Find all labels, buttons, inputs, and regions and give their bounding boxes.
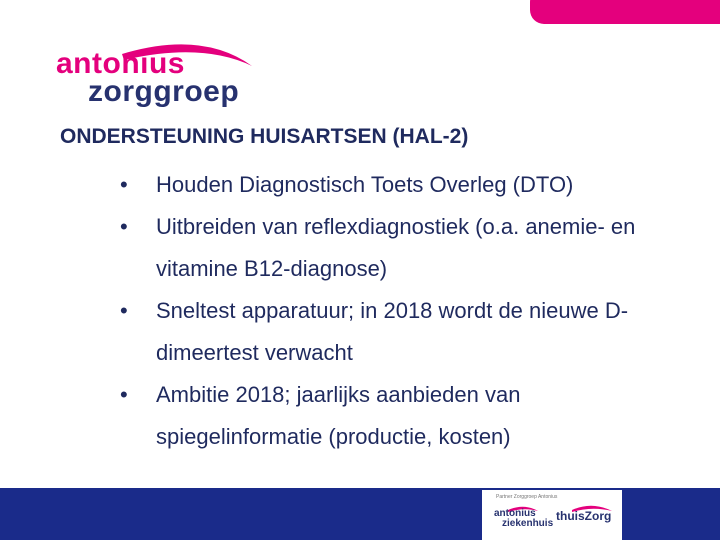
bullet-text: Houden Diagnostisch Toets Overleg (DTO)	[156, 172, 574, 197]
bullet-dot-icon: •	[120, 172, 128, 197]
bullet-dot-icon: •	[120, 298, 128, 323]
bullet-item	[110, 206, 670, 290]
bullet-item	[110, 164, 670, 206]
footer-small-text: Partner Zorggroep Antonius	[496, 494, 558, 500]
bullet-text: Ambitie 2018; jaarlijks aanbieden van spiegelinformatie (productie, kosten)	[156, 382, 521, 449]
bullet-item	[110, 290, 670, 374]
bullet-item	[110, 374, 670, 458]
bullet-text: Uitbreiden van reflexdiagnostiek (o.a. anemie- en vitamine B12-diagnose)	[156, 214, 636, 281]
footer-logo1-line2: ziekenhuis	[502, 518, 554, 529]
antonius-zorggroep-logo	[52, 36, 272, 106]
logo-text-antonius: antonius	[56, 47, 185, 80]
bullet-dot-icon: •	[120, 382, 128, 407]
corner-accent	[530, 0, 720, 24]
antonius-ziekenhuis-logo	[494, 504, 554, 534]
bullet-list	[110, 164, 670, 458]
logo-text-zorggroep: zorggroep	[88, 75, 240, 108]
bullet-text: Sneltest apparatuur; in 2018 wordt de nieuwe D-dimeertest verwacht	[156, 298, 629, 365]
thuiszorg-logo	[552, 502, 616, 532]
footer-logo2-text: thuisZorg	[556, 509, 612, 523]
bullet-dot-icon: •	[120, 214, 128, 239]
slide-title: ONDERSTEUNING HUISARTSEN (HAL-2)	[60, 125, 469, 148]
footer-logo1-line1: antonius	[494, 508, 536, 519]
